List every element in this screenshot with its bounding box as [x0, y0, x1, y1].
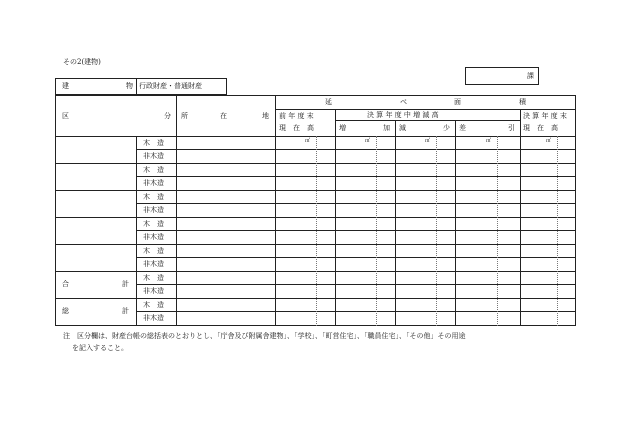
unit-diff: ㎡ — [486, 138, 492, 144]
unit-increase: ㎡ — [365, 138, 371, 144]
header-prev-year-end-2: 現 在 高 — [279, 124, 314, 132]
building-type-value: 行政財産・普通財産 — [139, 82, 202, 90]
page-heading: その2(建物) — [63, 58, 101, 66]
row-type-nonwood: 非木造 — [143, 287, 164, 295]
row-type-wood: 木 造 — [143, 166, 164, 174]
unit-decrease: ㎡ — [425, 138, 431, 144]
row-type-nonwood: 非木造 — [143, 206, 164, 214]
note-line-1: 注 区分欄は、財産台帳の総括表のとおりとし、「庁舎及び附属舎建物」、「学校」、「町営住宅」、「職員住宅」、「その他」その用途 — [63, 332, 466, 340]
header-settle-change: 決 算 年 度 中 増 減 高 — [367, 111, 439, 119]
building-label-left: 建 — [62, 82, 69, 90]
header-sho: 所 — [181, 112, 188, 120]
header-seki: 積 — [519, 98, 526, 106]
row-type-wood: 木 造 — [143, 301, 164, 309]
header-ku: 区 — [62, 112, 69, 120]
grand-total-right: 計 — [122, 307, 129, 315]
header-be: べ — [400, 98, 407, 106]
header-bun: 分 — [164, 112, 171, 120]
row-type-nonwood: 非木造 — [143, 314, 164, 322]
header-nobe: 延 — [325, 98, 332, 106]
subtotal-left: 合 — [62, 280, 69, 288]
row-type-nonwood: 非木造 — [143, 152, 164, 160]
row-type-wood: 木 造 — [143, 247, 164, 255]
section-box-label: 課 — [527, 72, 534, 80]
row-type-wood: 木 造 — [143, 139, 164, 147]
header-decrease-1: 減 — [399, 124, 406, 132]
grand-total-left: 総 — [62, 307, 69, 315]
header-chi: 地 — [262, 112, 269, 120]
header-settle-end-1: 決 算 年 度 末 — [523, 112, 567, 120]
header-diff-2: 引 — [508, 124, 515, 132]
building-label-right: 物 — [126, 82, 133, 90]
row-type-wood: 木 造 — [143, 220, 164, 228]
unit-settle-end: ㎡ — [546, 138, 552, 144]
header-decrease-2: 少 — [443, 124, 450, 132]
row-type-wood: 木 造 — [143, 274, 164, 282]
header-increase-2: 加 — [383, 124, 390, 132]
row-type-nonwood: 非木造 — [143, 233, 164, 241]
subtotal-right: 計 — [122, 280, 129, 288]
header-men: 面 — [454, 98, 461, 106]
row-type-wood: 木 造 — [143, 193, 164, 201]
row-type-nonwood: 非木造 — [143, 179, 164, 187]
note-line-2: を記入すること。 — [72, 344, 128, 352]
row-type-nonwood: 非木造 — [143, 260, 164, 268]
unit-prev: ㎡ — [305, 138, 311, 144]
header-zai: 在 — [220, 112, 227, 120]
header-increase-1: 増 — [339, 124, 346, 132]
header-settle-end-2: 現 在 高 — [523, 124, 558, 132]
header-prev-year-end-1: 前 年 度 末 — [279, 112, 314, 120]
header-diff-1: 差 — [459, 124, 466, 132]
